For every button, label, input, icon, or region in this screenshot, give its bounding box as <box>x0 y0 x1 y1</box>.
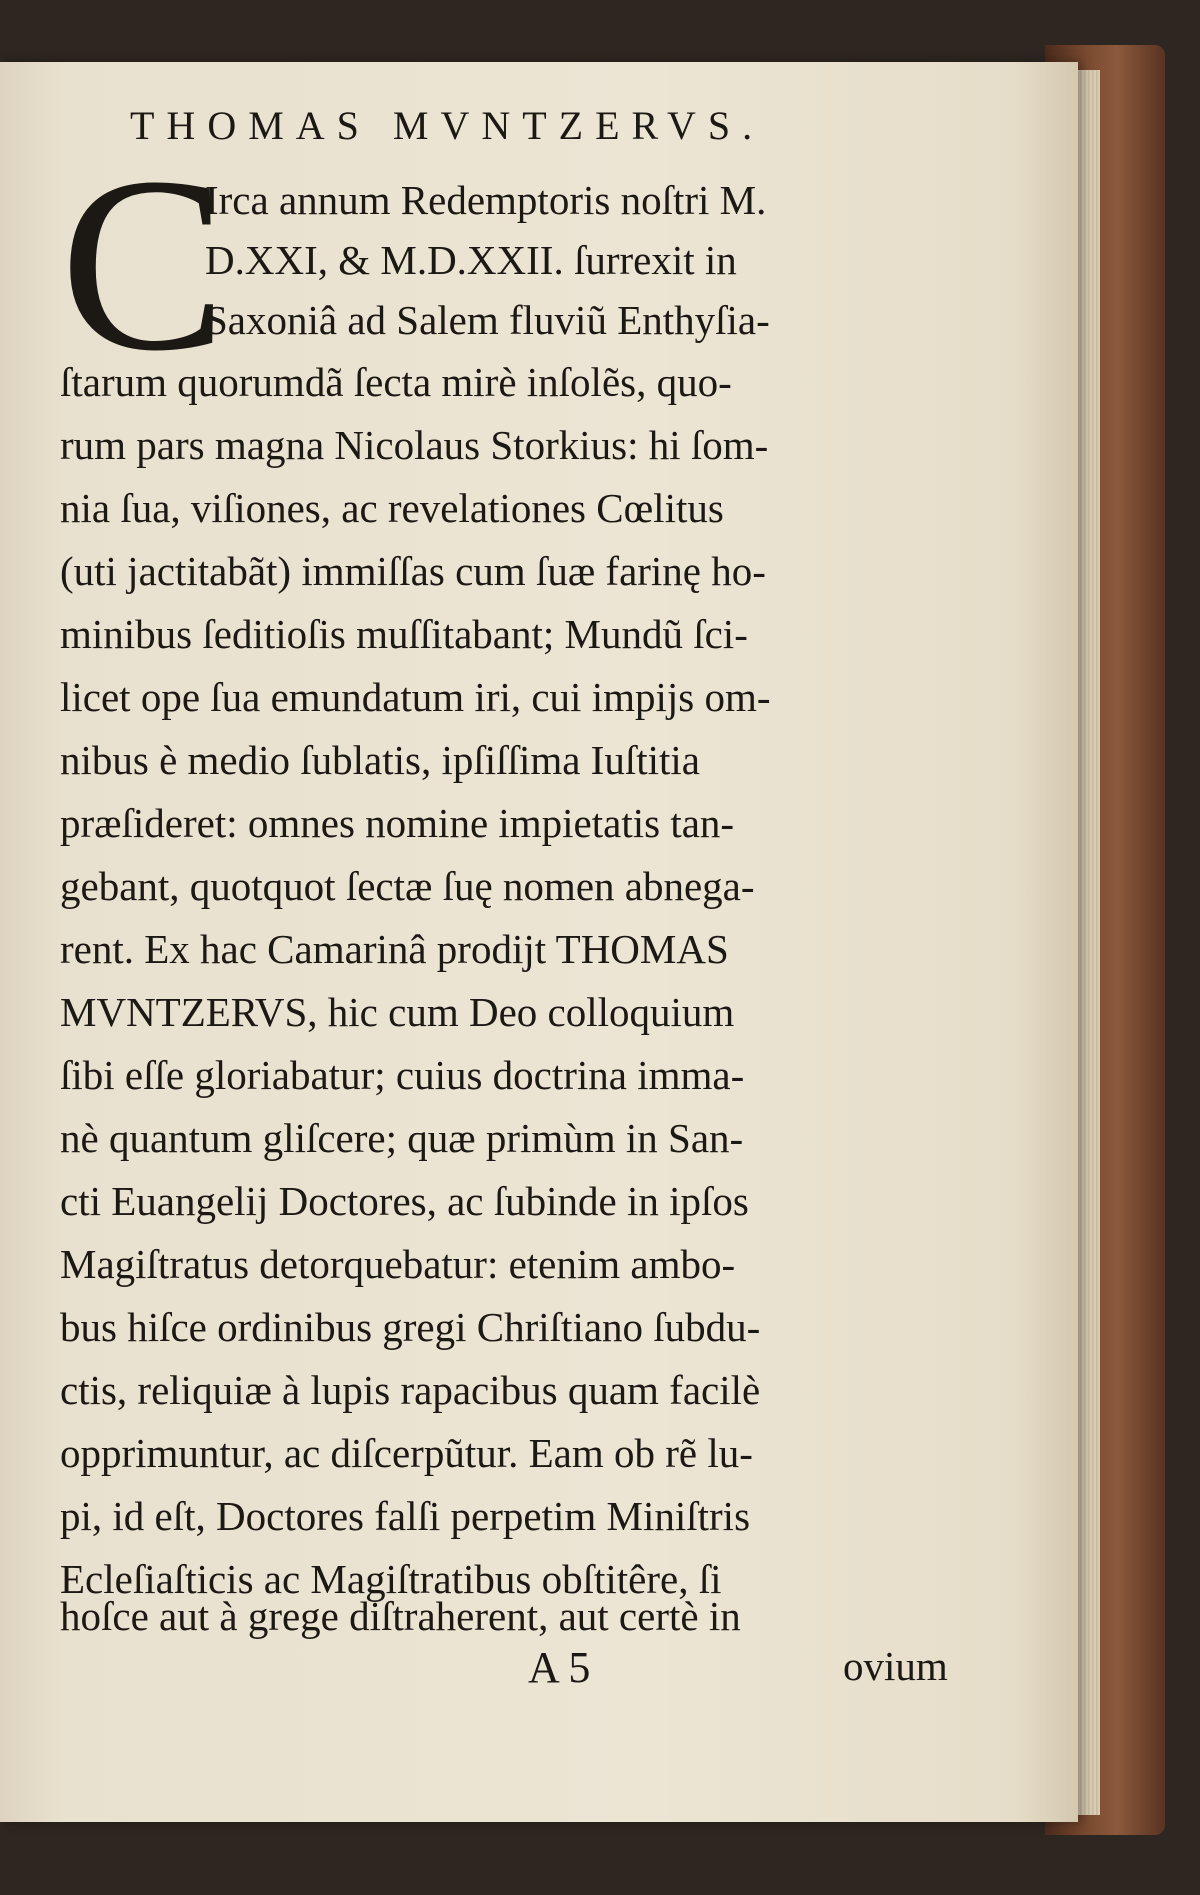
drop-cap: C <box>60 126 227 403</box>
text-line: Saxoniâ ad Salem fluviũ Enthyſia- <box>205 297 770 343</box>
text-line: ſtarum quorumdã ſecta mirè inſolẽs, quo- <box>60 359 732 405</box>
text-line: pi, id eſt, Doctores falſi perpetim Miniſtris <box>60 1493 751 1539</box>
text-line: præſideret: omnes nomine impietatis tan- <box>60 800 735 846</box>
text-line: D.XXI, & M.D.XXII. ſurrexit in <box>205 237 737 283</box>
text-line: minibus ſeditioſis muſſitabant; Mundũ ſci- <box>60 611 748 657</box>
text-line: bus hiſce ordinibus gregi Chriſtiano ſubdu- <box>60 1304 761 1350</box>
text-line: opprimuntur, ac diſcerpũtur. Eam ob rẽ lu- <box>60 1430 753 1476</box>
signature-mark: A 5 <box>528 1643 591 1692</box>
text-line: nibus è medio ſublatis, ipſiſſima Iuſtitia <box>60 737 700 783</box>
text-line: ctis, reliquiæ à lupis rapacibus quam facilè <box>60 1367 761 1413</box>
running-head: THOMAS MVNTZERVS. <box>130 103 765 148</box>
text-line: gebant, quotquot ſectæ ſuę nomen abnega- <box>60 863 755 909</box>
text-line: cti Euangelij Doctores, ac ſubinde in ipſos <box>60 1178 749 1224</box>
text-line: hoſce aut à grege diſtraherent, aut certè in <box>60 1593 741 1639</box>
text-line: rent. Ex hac Camarinâ prodijt THOMAS <box>60 926 729 972</box>
text-line: rum pars magna Nicolaus Storkius: hi ſom- <box>60 422 769 468</box>
text-line: MVNTZERVS, hic cum Deo colloquium <box>60 989 735 1035</box>
text-line: licet ope ſua emundatum iri, cui impijs om- <box>60 674 771 720</box>
text-line: ſibi eſſe gloriabatur; cuius doctrina imma- <box>60 1052 745 1098</box>
text-line: (uti jactitabãt) immiſſas cum ſuæ farinę ho- <box>60 548 766 594</box>
text-line: Magiſtratus detorquebatur: etenim ambo- <box>60 1241 736 1287</box>
text-line: Irca annum Redemptoris noſtri M. <box>205 177 767 223</box>
catchword: ovium <box>843 1643 948 1689</box>
text-line: nè quantum gliſcere; quæ primùm in San- <box>60 1115 744 1161</box>
text-line: Ecleſiaſticis ac Magiſtratibus obſtitêre, ſi <box>60 1556 722 1602</box>
text-line: nia ſua, viſiones, ac revelationes Cœlitus <box>60 485 724 531</box>
